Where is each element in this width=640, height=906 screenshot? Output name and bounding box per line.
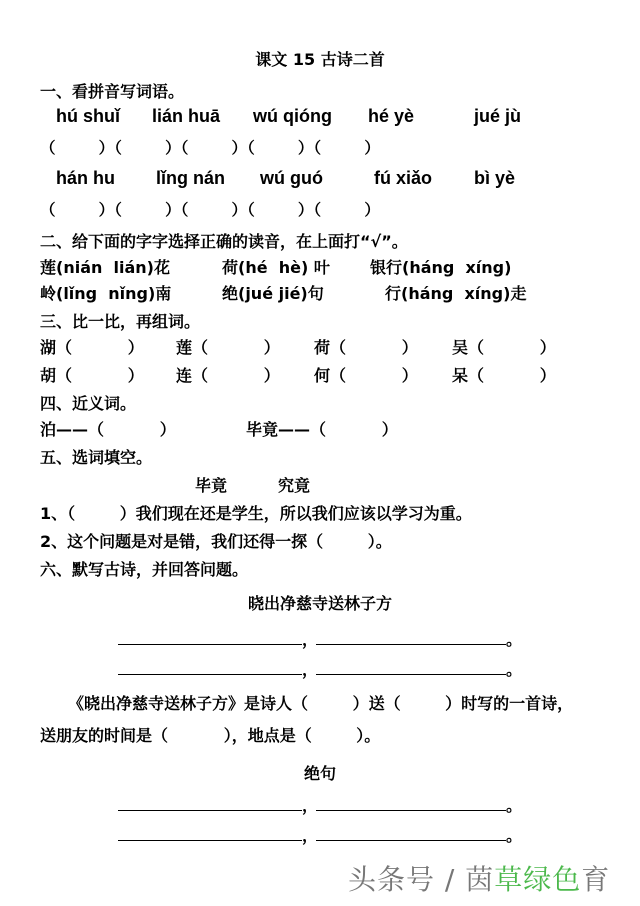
watermark-text-end: 育: [581, 863, 611, 896]
fill-question-2: 2、这个问题是对是错，我们还得一探（ ）。: [40, 532, 392, 551]
blank-line: [118, 840, 302, 841]
poem-question-line-2: 送朋友的时间是（ ），地点是（ ）。: [40, 726, 381, 745]
page-title: 课文 15 古诗二首: [255, 50, 385, 69]
pinyin-word: bì yè: [474, 168, 516, 188]
poem-1-title: 晓出净慈寺送林子方: [247, 594, 392, 613]
section-5-heading: 五、选词填空。: [40, 448, 153, 467]
pinyin-word: lǐng nán: [156, 168, 225, 188]
blank-line: [118, 810, 302, 811]
comma: ，: [302, 826, 319, 845]
poem-2-title: 绝句: [303, 764, 336, 783]
watermark: [348, 858, 610, 898]
reading-choice: 莲(nián lián)花: [40, 258, 170, 277]
word-choice: 究竟: [278, 476, 311, 495]
pinyin-word: wú guó: [260, 168, 323, 188]
blank-line: [118, 644, 302, 645]
comma: ，: [302, 660, 319, 679]
reading-choice: 岭(lǐng nǐng)南: [40, 284, 172, 303]
blank-line: [316, 674, 506, 675]
word-choice: 毕竟: [195, 476, 228, 495]
pinyin-word: jué jù: [474, 106, 522, 126]
pinyin-word: wú qióng: [253, 106, 332, 126]
reading-choice: 绝(jué jié)句: [222, 284, 324, 303]
answer-blanks-row-1: （ ）（ ）（ ）（ ）（ ）: [40, 139, 380, 157]
pinyin-word: hán hu: [56, 168, 115, 188]
synonym-item: 泊——（ ）: [40, 420, 176, 439]
compare-item: 湖（ ）: [40, 338, 144, 357]
section-1-heading: 一、看拼音写词语。: [40, 82, 185, 101]
poem-question-line-1: 《晓出净慈寺送林子方》是诗人（ ）送（ ）时写的一首诗，: [68, 694, 574, 713]
blank-line: [118, 674, 302, 675]
compare-item: 呆（ ）: [452, 366, 556, 385]
compare-item: 何（ ）: [314, 366, 418, 385]
comma: ，: [302, 630, 319, 649]
pinyin-word: hé yè: [368, 106, 415, 126]
reading-choice: 银行(háng xíng): [370, 258, 512, 277]
compare-item: 胡（ ）: [40, 366, 144, 385]
period: 。: [506, 796, 523, 815]
synonym-item: 毕竟——（ ）: [246, 420, 398, 439]
section-2-heading: 二、给下面的字字选择正确的读音，在上面打“√”。: [40, 232, 408, 251]
watermark-text: 头条号 / 茵: [348, 863, 495, 896]
pinyin-word: fú xiǎo: [374, 168, 433, 188]
period: 。: [506, 630, 523, 649]
compare-item: 莲（ ）: [176, 338, 280, 357]
period: 。: [506, 826, 523, 845]
compare-item: 连（ ）: [176, 366, 280, 385]
reading-choice: 行(háng xíng)走: [385, 284, 527, 303]
blank-line: [316, 810, 506, 811]
section-3-heading: 三、比一比，再组词。: [40, 312, 201, 331]
section-4-heading: 四、近义词。: [40, 394, 137, 413]
pinyin-word: lián huā: [152, 106, 221, 126]
compare-item: 荷（ ）: [314, 338, 418, 357]
watermark-green-text: 草绿色: [494, 863, 582, 896]
reading-choice: 荷(hé hè) 叶: [222, 258, 330, 277]
blank-line: [316, 840, 506, 841]
comma: ，: [302, 796, 319, 815]
period: 。: [506, 660, 523, 679]
fill-question-1: 1、（ ）我们现在还是学生，所以我们应该以学习为重。: [40, 504, 472, 523]
blank-line: [316, 644, 506, 645]
section-6-heading: 六、默写古诗，并回答问题。: [40, 560, 249, 579]
answer-blanks-row-2: （ ）（ ）（ ）（ ）（ ）: [40, 201, 380, 219]
compare-item: 吴（ ）: [452, 338, 556, 357]
pinyin-word: hú shuǐ: [56, 106, 120, 126]
